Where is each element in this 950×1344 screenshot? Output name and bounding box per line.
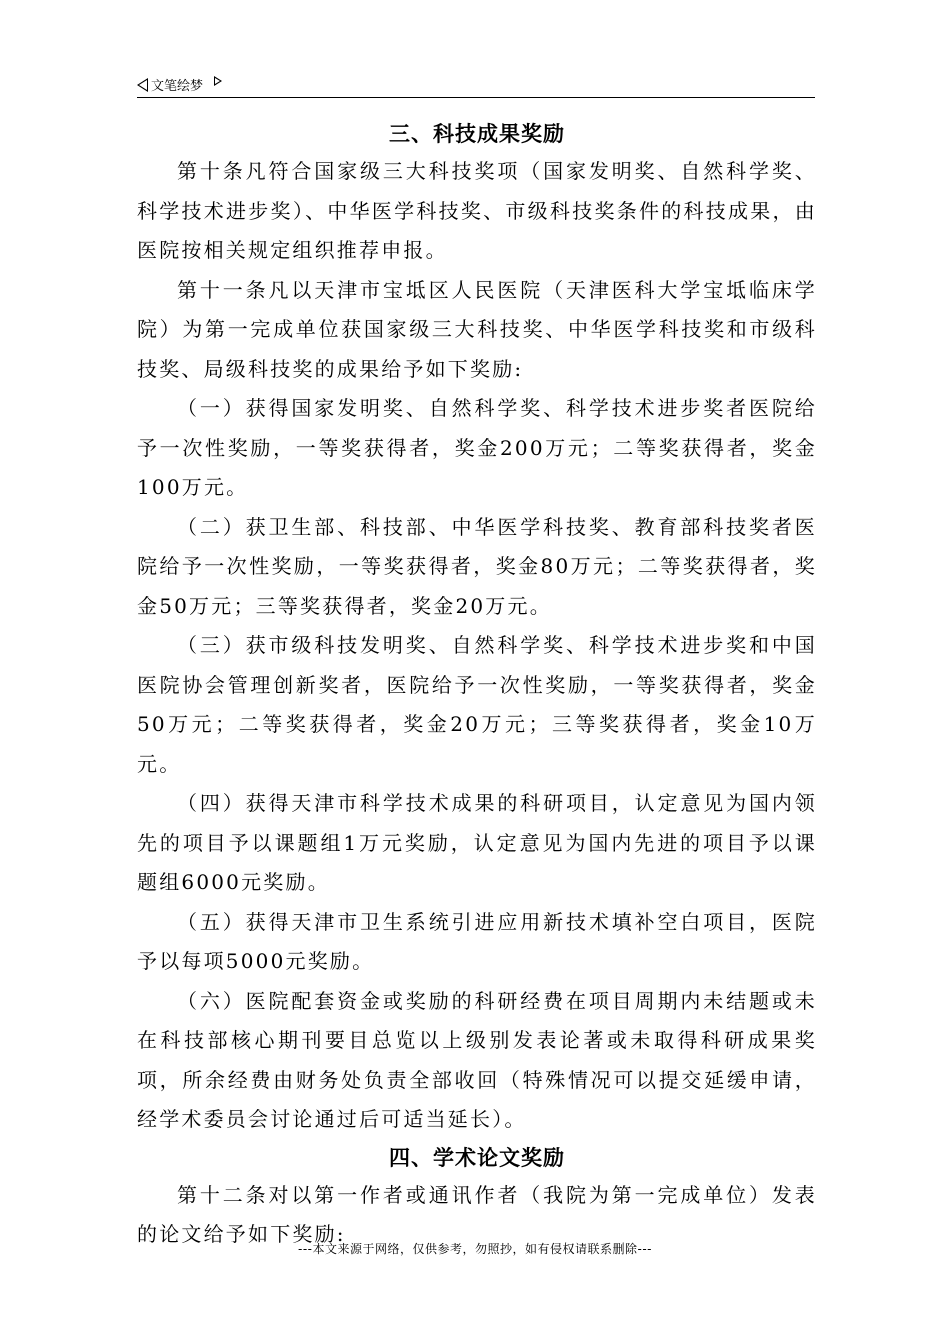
logo-text: 文笔绘梦 — [151, 79, 204, 94]
footer-notice: ---本文来源于网络，仅供参考，勿照抄，如有侵权请联系删除--- — [298, 1242, 652, 1256]
triangle-left-icon — [137, 78, 148, 92]
triangle-right-icon — [214, 76, 222, 86]
section-heading: 三、科技成果奖励 — [389, 122, 565, 146]
document-body — [137, 116, 817, 1255]
logo — [137, 75, 222, 94]
paragraph: （四）获得天津市科学技术成果的科研项目，认定意见为国内领先的项目予以课题组1万元奖励，认定意见为国内先进的项目予以课题组6000元奖励。 — [137, 791, 817, 894]
page-header — [137, 74, 815, 98]
header-rule — [137, 97, 815, 98]
paragraph: 第十条凡符合国家级三大科技奖项（国家发明奖、自然科学奖、科学技术进步奖）、中华医学科技奖、市级科技奖条件的科技成果，由医院按相关规定组织推荐申报。 — [137, 159, 817, 262]
paragraph: 第十一条凡以天津市宝坻区人民医院（天津医科大学宝坻临床学院）为第一完成单位获国家级三大科技奖、中华医学科技奖和市级科技奖、局级科技奖的成果给予如下奖励: — [137, 277, 817, 381]
paragraph: （二）获卫生部、科技部、中华医学科技奖、教育部科技奖者医院给予一次性奖励，一等奖获得者，奖金80万元；二等奖获得者，奖金50万元；三等奖获得者，奖金20万元。 — [137, 514, 817, 618]
paragraph: （六）医院配套资金或奖励的科研经费在项目周期内未结题或未在科技部核心期刊要目总览以上级别发表论著或未取得科研成果奖项，所余经费由财务处负责全部收回（特殊情况可以提交延缓申请，经学术委员会讨论通过后可适当延长）。 — [137, 988, 817, 1131]
paragraph: 第十二条对以第一作者或通讯作者（我院为第一完成单位）发表的论文给予如下奖励: — [137, 1182, 817, 1246]
section-heading: 四、学术论文奖励 — [389, 1145, 565, 1170]
paragraph: （五）获得天津市卫生系统引进应用新技术填补空白项目，医院予以每项5000元奖励。 — [137, 909, 817, 973]
paragraph: （一）获得国家发明奖、自然科学奖、科学技术进步奖者医院给予一次性奖励，一等奖获得者，奖金200万元；二等奖获得者，奖金100万元。 — [137, 396, 817, 499]
paragraph: （三）获市级科技发明奖、自然科学奖、科学技术进步奖和中国医院协会管理创新奖者，医院给予一次性奖励，一等奖获得者，奖金50万元；二等奖获得者，奖金20万元；三等奖获得者，奖金10万元。 — [137, 633, 817, 776]
